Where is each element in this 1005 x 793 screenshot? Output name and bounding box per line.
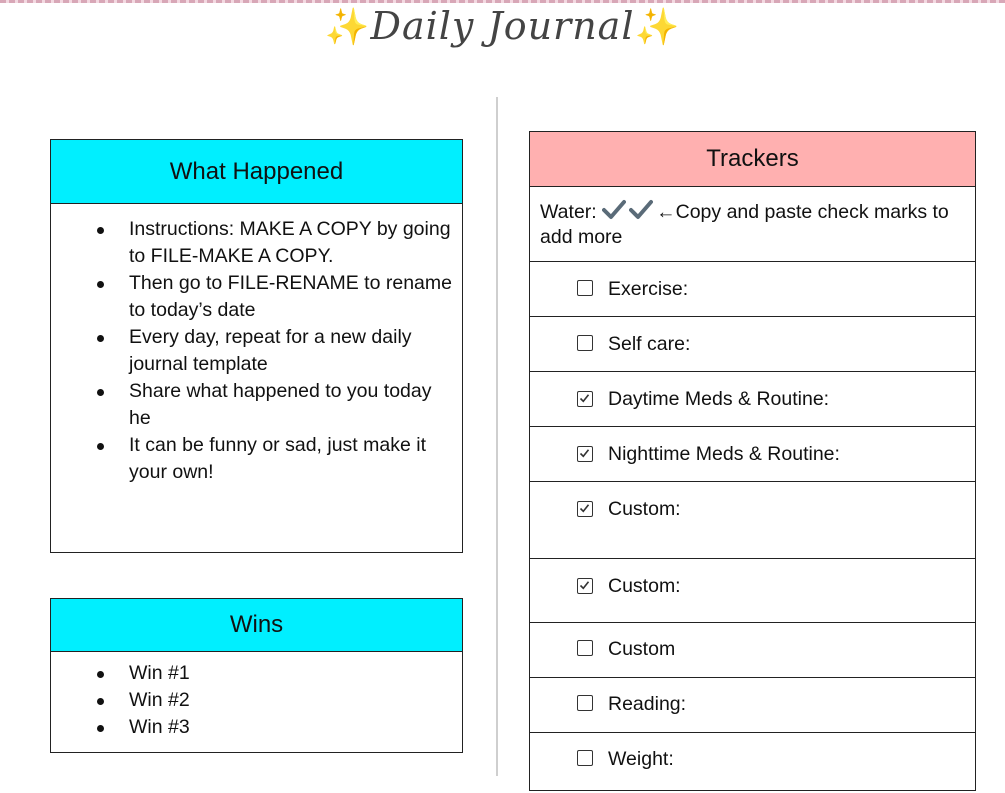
check-mark-icon (602, 199, 626, 221)
tracker-row-exercise (530, 262, 975, 317)
tracker-row-self-care (530, 317, 975, 372)
water-checks (602, 201, 656, 223)
checkbox-checked[interactable] (577, 391, 593, 407)
tracker-row-reading (530, 678, 975, 733)
list-item[interactable]: Share what happened to you today he (51, 378, 462, 432)
check-mark-icon (629, 199, 653, 221)
wins-title[interactable]: Wins (229, 611, 284, 638)
tracker-label: Custom (608, 638, 676, 660)
what-happened-header (51, 140, 462, 204)
tracker-row-custom-2 (530, 559, 975, 623)
wins-box (50, 598, 463, 753)
water-tracker-row[interactable] (530, 187, 975, 262)
tracker-row-custom-3 (530, 623, 975, 678)
checkmark-icon (579, 503, 590, 514)
wins-header (51, 599, 462, 652)
water-label: Water: (540, 201, 597, 223)
trackers-header (530, 132, 975, 187)
water-note: ←Copy and paste check marks to add more (540, 201, 949, 248)
trackers-box (529, 131, 976, 791)
column-divider (496, 97, 498, 776)
tracker-row-nighttime-meds (530, 427, 975, 482)
checkbox[interactable] (577, 280, 593, 296)
what-happened-list[interactable] (51, 204, 462, 486)
list-item[interactable]: Every day, repeat for a new daily journal template (51, 324, 462, 378)
what-happened-title[interactable]: What Happened (169, 157, 344, 185)
list-item[interactable]: Win #2 (51, 687, 462, 714)
checkmark-icon (579, 393, 590, 404)
tracker-label: Nighttime Meds & Routine: (608, 443, 840, 465)
checkbox[interactable] (577, 335, 593, 351)
tracker-label: Exercise: (608, 278, 689, 300)
checkbox-checked[interactable] (577, 578, 593, 594)
sparkles-icon: ✨ (324, 7, 371, 48)
list-item[interactable]: Then go to FILE-RENAME to rename to today’s date (51, 270, 462, 324)
page-title (0, 4, 1005, 48)
list-item[interactable]: It can be funny or sad, just make it your own! (51, 432, 462, 486)
checkbox-checked[interactable] (577, 501, 593, 517)
checkmark-icon (579, 580, 590, 591)
checkbox[interactable] (577, 695, 593, 711)
list-item[interactable]: Instructions: MAKE A COPY by going to FILE-MAKE A COPY. (51, 216, 462, 270)
sparkles-icon: ✨ (634, 7, 681, 48)
trackers-title[interactable]: Trackers (706, 145, 799, 172)
tracker-label: Weight: (608, 748, 674, 770)
tracker-label: Custom: (608, 575, 681, 597)
checkmark-icon (579, 448, 590, 459)
list-item[interactable]: Win #1 (51, 660, 462, 687)
tracker-label: Custom: (608, 498, 681, 520)
page-top-border (0, 0, 1005, 3)
page-title-text[interactable]: Daily Journal (370, 4, 635, 48)
wins-list[interactable] (51, 652, 462, 741)
checkbox-checked[interactable] (577, 446, 593, 462)
what-happened-box (50, 139, 463, 553)
tracker-label: Daytime Meds & Routine: (608, 388, 830, 410)
tracker-row-custom-1 (530, 482, 975, 559)
checkbox[interactable] (577, 640, 593, 656)
checkbox[interactable] (577, 750, 593, 766)
tracker-row-weight (530, 733, 975, 793)
tracker-label: Reading: (608, 693, 687, 715)
list-item[interactable]: Win #3 (51, 714, 462, 741)
tracker-label: Self care: (608, 333, 691, 355)
tracker-row-daytime-meds (530, 372, 975, 427)
